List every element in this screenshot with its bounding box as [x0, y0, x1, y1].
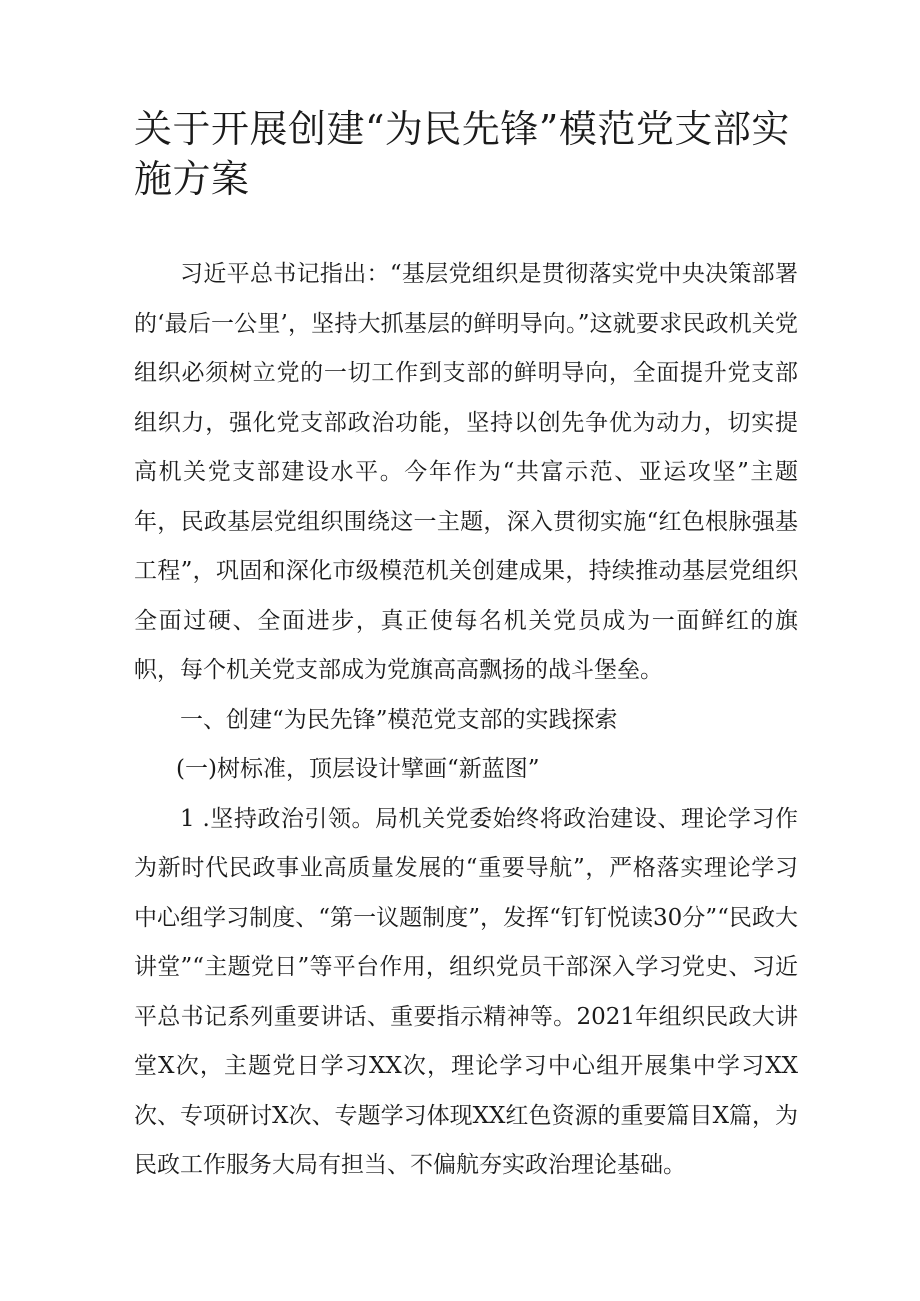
document-title: 关于开展创建“为民先锋”模范党支部实施方案: [134, 107, 790, 201]
subsection-heading: (一)树标准，顶层设计擘画“新蓝图”: [176, 756, 540, 782]
item-paragraph: 1 .坚持政治引领。局机关党委始终将政治建设、理论学习作为新时代民政事业高质量发展的“重要导航”，严格落实理论学习中心组学习制度、“第一议题制度”，发挥“钉钉悦读30分”“民政大讲堂”“主题党日”等平台作用，组织党员干部深入学习党史、习近平总书记系列重要讲话、重要指示精神等。2021年组织民政大讲堂X次，主题党日学习XX次，理论学习中心组开展集中学习XX次、专项研讨X次、专题学习体现XX红色资源的重要篇目X篇，为民政工作服务大局有担当、不偏航夯实政治理论基础。: [134, 805, 798, 1178]
document-body: [134, 250, 798, 1191]
section-heading: 一、创建“为民先锋”模范党支部的实践探索: [180, 706, 618, 733]
intro-paragraph: 习近平总书记指出：“基层党组织是贯彻落实党中央决策部署的‘最后一公里’，坚持大抓基层的鲜明导向。”这就要求民政机关党组织必须树立党的一切工作到支部的鲜明导向，全面提升党支部组织力，强化党支部政治功能，坚持以创先争优为动力，切实提高机关党支部建设水平。今年作为“共富示范、亚运攻坚”主题年，民政基层党组织围绕这一主题，深入贯彻实施“红色根脉强基工程”，巩固和深化市级模范机关创建成果，持续推动基层党组织全面过硬、全面进步，真正使每名机关党员成为一面鲜红的旗帜，每个机关党支部成为党旗高高飘扬的战斗堡垒。: [134, 261, 798, 683]
